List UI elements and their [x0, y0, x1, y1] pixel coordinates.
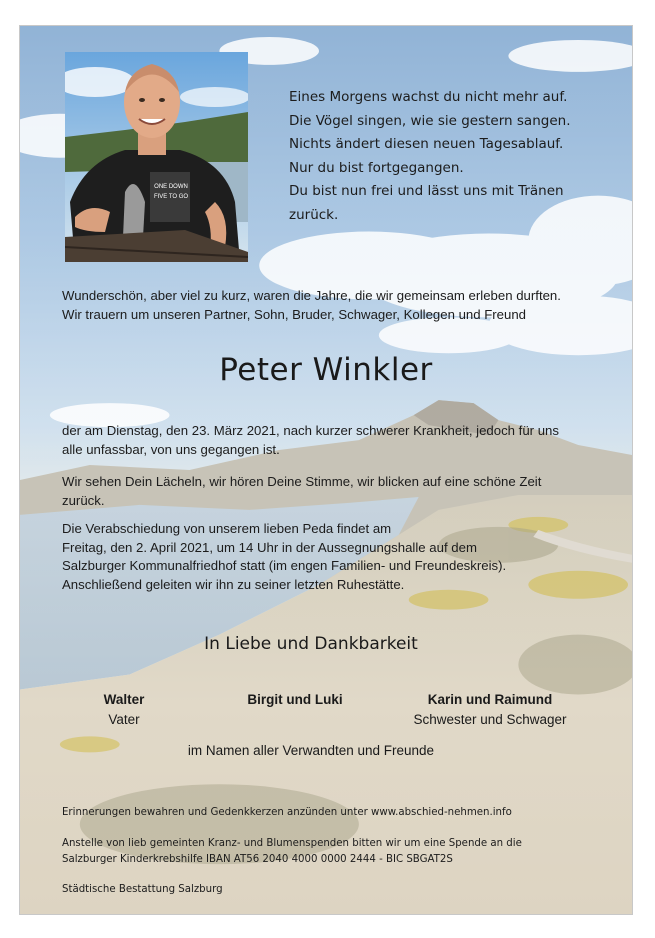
- farewell-line: Freitag, den 2. April 2021, um 14 Uhr in der Aussegnungshalle auf dem: [62, 539, 477, 555]
- donation-line: Anstelle von lieb gemeinten Kranz- und Blumenspenden bitten wir um eine Spende an die: [62, 838, 522, 849]
- portrait-photo: [65, 52, 248, 262]
- poem-line: Du bist nun frei und lässt uns mit Tränen: [289, 183, 564, 199]
- family-name: Birgit und Luki: [247, 692, 343, 707]
- poem: [289, 86, 589, 227]
- donation-text: [62, 836, 602, 867]
- farewell-line: Anschließend geleiten wir ihn zu seiner letzten Ruhestätte.: [62, 576, 405, 592]
- poem-line: Nur du bist fortgegangen.: [289, 159, 464, 176]
- deceased-name: Peter Winkler: [219, 352, 433, 388]
- poem-line: Die Vögel singen, wie sie gestern sangen.: [289, 112, 571, 129]
- donation-line: Salzburger Kinderkrebshilfe IBAN AT56 2040 4000 0000 2444 - BIC SBGAT2S: [62, 853, 453, 865]
- poem-line: Nichts ändert diesen neuen Tagesablauf.: [289, 136, 564, 152]
- shirt-print-line1: ONE DOWN: [154, 184, 188, 190]
- relatives-line: im Namen aller Verwandten und Freunde: [187, 743, 435, 758]
- farewell-line: Salzburger Kommunalfriedhof statt (im engen Familien- und Freundeskreis).: [62, 558, 507, 573]
- undertaker: Städtische Bestattung Salzburg: [62, 884, 223, 895]
- family-name: Walter: [103, 692, 145, 707]
- intro-text: Wunderschön, aber viel zu kurz, waren die Jahre, die wir gemeinsam erleben durften. Wir trauern um unseren Partner, Sohn, Bruder, Schwager, Kollegen und Freund: [62, 288, 561, 322]
- candles-link-text: Erinnerungen bewahren und Gedenkkerzen anzünden unter www.abschied-nehmen.info: [62, 807, 512, 818]
- memory-text: Wir sehen Dein Lächeln, wir hören Deine Stimme, wir blicken auf eine schöne Zeit zurück.: [62, 474, 542, 508]
- family-member-karin-raimund: [380, 690, 600, 730]
- family-member-birgit-luki: [185, 690, 405, 710]
- poem-line: zurück.: [289, 206, 339, 223]
- family-relation: Vater: [108, 712, 140, 727]
- shirt-print-line2: FIVE TO GO: [153, 194, 189, 200]
- farewell-text: [62, 520, 577, 594]
- closing-line: In Liebe und Dankbarkeit: [204, 634, 418, 654]
- family-name: Karin und Raimund: [427, 692, 553, 707]
- poem-line: Eines Morgens wachst du nicht mehr auf.: [289, 89, 568, 105]
- family-relation: Schwester und Schwager: [413, 712, 567, 727]
- farewell-line: Die Verabschiedung von unserem lieben Peda findet am: [62, 521, 392, 536]
- death-notice: der am Dienstag, den 23. März 2021, nach kurzer schwerer Krankheit, jedoch für uns alle unfassbar, von uns gegangen ist.: [62, 423, 559, 457]
- obituary-card: [19, 25, 633, 915]
